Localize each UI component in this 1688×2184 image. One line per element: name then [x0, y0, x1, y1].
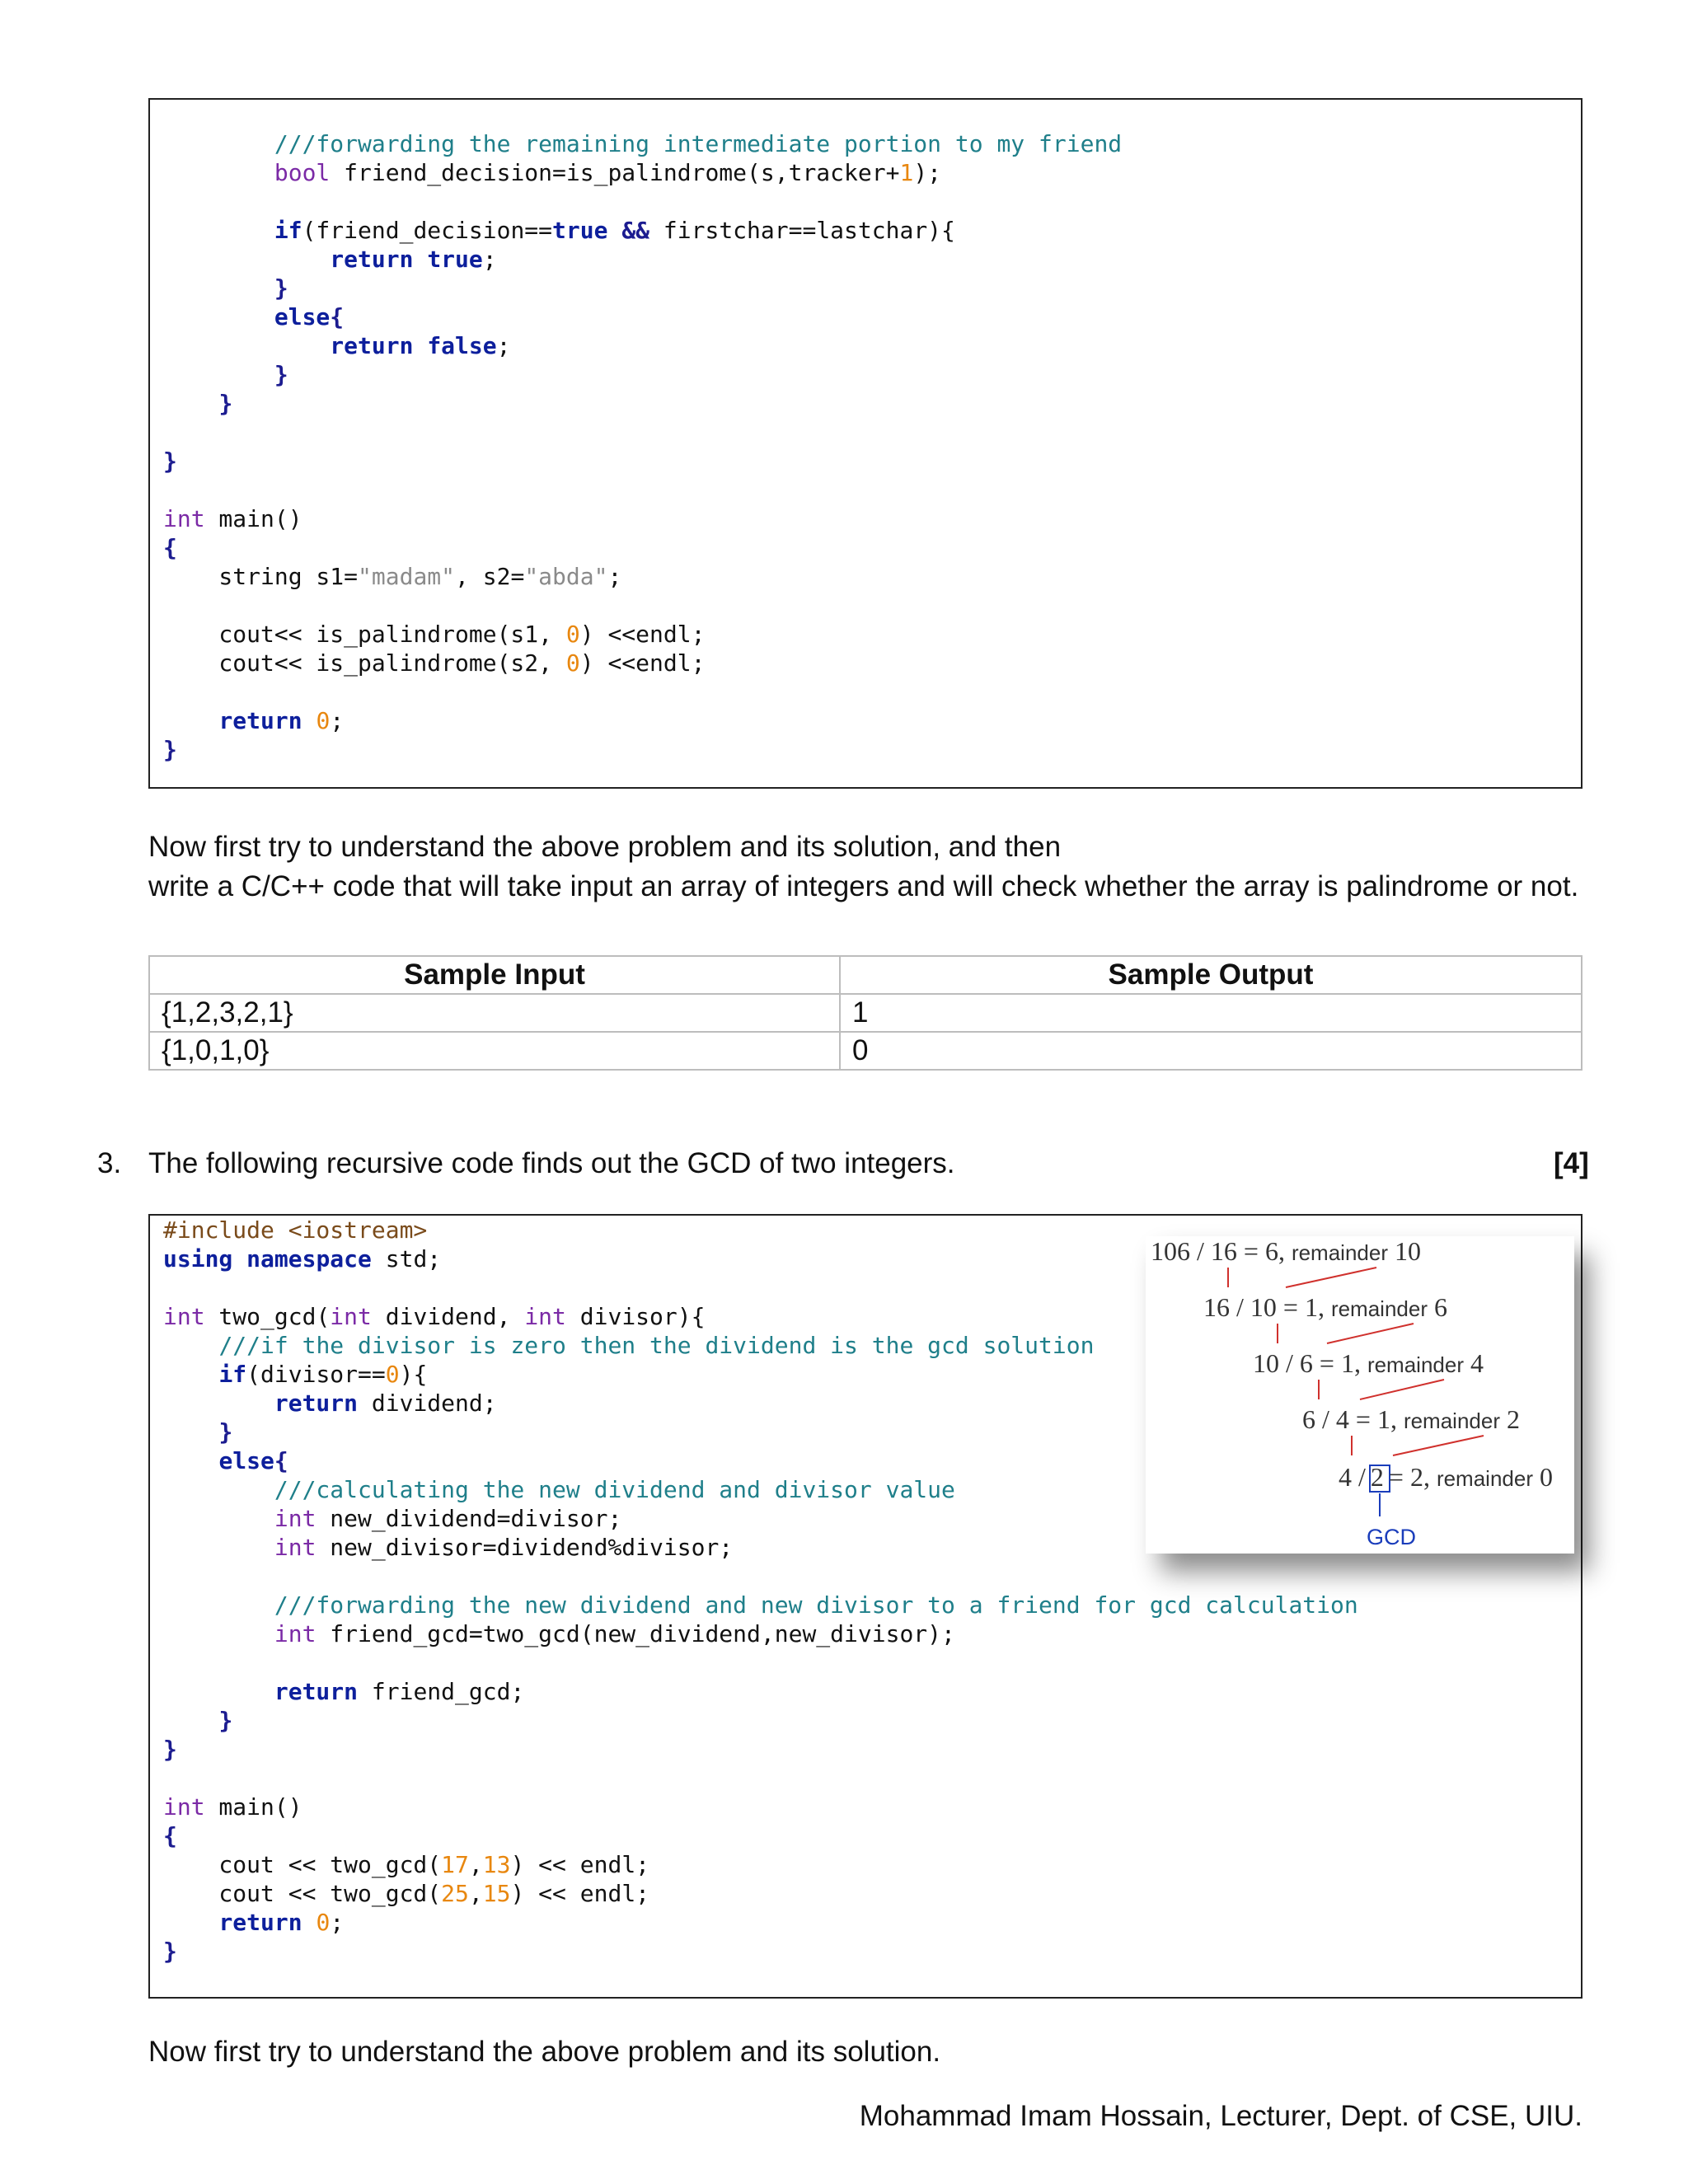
table-cell: 1: [840, 994, 1582, 1032]
code-line: }: [274, 274, 288, 302]
code-line: bool friend_decision=is_palindrome(s,tracker+1);: [274, 159, 942, 186]
code-line: cout << two_gcd(25,15) << endl;: [163, 1880, 650, 1907]
code-line: cout<< is_palindrome(s1, 0) <<endl;: [163, 621, 706, 648]
table-row: [149, 994, 1582, 1032]
table-cell: {1,2,3,2,1}: [149, 994, 840, 1032]
sample-io-table: [148, 955, 1582, 1071]
code-line: {: [163, 534, 177, 561]
code-line: cout << two_gcd(17,13) << endl;: [163, 1851, 650, 1878]
code-line: else{: [274, 303, 345, 330]
code-line: #include <iostream>: [163, 1216, 428, 1244]
code-block-palindrome: [148, 98, 1582, 789]
diagram-connectors: [1146, 1236, 1574, 1554]
code-listing: [163, 129, 1122, 764]
code-line: return 0;: [218, 707, 345, 734]
code-line: }: [218, 390, 233, 417]
code-line: return dividend;: [274, 1390, 497, 1417]
code-line: ///forwarding the new dividend and new divisor to a friend for gcd calculation: [274, 1591, 1358, 1619]
division-step: 10 / 6 = 1, remainder 4: [1253, 1348, 1484, 1378]
code-line: }: [163, 1938, 177, 1965]
code-line: }: [218, 1707, 233, 1734]
code-line: ///if the divisor is zero then the dividend is the gcd solution: [218, 1332, 1095, 1359]
gcd-euclid-diagram: [1146, 1236, 1574, 1554]
division-step: 16 / 10 = 1, remainder 6: [1203, 1292, 1447, 1322]
code-line: else{: [218, 1447, 288, 1474]
instruction-gcd: Now first try to understand the above problem and its solution.: [148, 2036, 941, 2068]
division-step: 6 / 4 = 1, remainder 2: [1302, 1404, 1520, 1434]
division-step-final: 4 / 2 = 2, remainder 0: [1339, 1462, 1553, 1492]
code-line: {: [163, 1822, 177, 1849]
connector-line: [1327, 1324, 1414, 1343]
code-line: int new_divisor=dividend%divisor;: [274, 1534, 734, 1561]
code-line: int new_dividend=divisor;: [274, 1505, 622, 1532]
connector-line: [1360, 1380, 1444, 1399]
table-header-input: Sample Input: [149, 956, 840, 994]
gcd-value: 2: [1370, 1462, 1384, 1492]
code-line: return true;: [330, 246, 497, 273]
connector-line: [1393, 1436, 1484, 1455]
code-line: string s1="madam", s2="abda";: [163, 563, 622, 590]
code-line: }: [218, 1418, 233, 1446]
code-line: int friend_gcd=two_gcd(new_dividend,new_divisor);: [274, 1620, 955, 1647]
code-line: int two_gcd(int dividend, int divisor){: [163, 1303, 706, 1330]
code-line: int main(): [163, 505, 302, 532]
footer-author: Mohammad Imam Hossain, Lecturer, Dept. of CSE, UIU.: [859, 2100, 1582, 2132]
question-number: 3.: [97, 1147, 122, 1179]
code-line: int main(): [163, 1793, 302, 1821]
connector-line: [1286, 1268, 1376, 1287]
instruction-line-2: write a C/C++ code that will take input an array of integers and will check whether the array is palindrome or not.: [148, 870, 1579, 902]
code-line: ///forwarding the remaining intermediate portion to my friend: [274, 130, 1123, 157]
code-line: return false;: [330, 332, 511, 359]
gcd-label: GCD: [1367, 1525, 1416, 1549]
instruction-line-1: Now first try to understand the above problem and its solution, and then: [148, 831, 1062, 863]
code-line: return friend_gcd;: [274, 1678, 525, 1705]
table-row: [149, 1032, 1582, 1070]
table-cell: 0: [840, 1032, 1582, 1070]
code-line: ///calculating the new dividend and divisor value: [274, 1476, 955, 1503]
code-line: }: [163, 736, 177, 763]
code-line: if(friend_decision==true && firstchar==lastchar){: [274, 217, 955, 244]
code-line: }: [163, 448, 177, 475]
table-cell: {1,0,1,0}: [149, 1032, 840, 1070]
table-header-output: Sample Output: [840, 956, 1582, 994]
question-marks: [4]: [1554, 1147, 1589, 1179]
code-line: if(divisor==0){: [218, 1361, 428, 1388]
code-line: }: [274, 361, 288, 388]
code-line: }: [163, 1736, 177, 1763]
code-line: return 0;: [218, 1909, 345, 1936]
question-text: The following recursive code finds out the GCD of two integers.: [148, 1147, 955, 1179]
code-line: cout<< is_palindrome(s2, 0) <<endl;: [163, 649, 706, 677]
code-line: using namespace std;: [163, 1245, 442, 1272]
division-step: 106 / 16 = 6, remainder 10: [1151, 1236, 1421, 1266]
